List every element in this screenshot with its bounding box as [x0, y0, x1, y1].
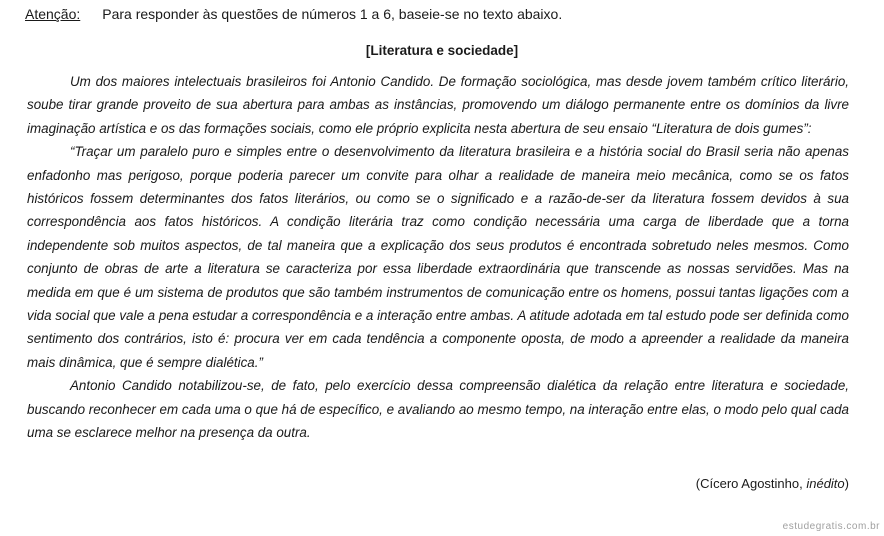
- text-title: [Literatura e sociedade]: [365, 43, 519, 58]
- source-note: inédito: [806, 476, 845, 491]
- site-watermark: estudegratis.com.br: [782, 521, 880, 532]
- paragraph-quote: “Traçar um paralelo puro e simples entre o desenvolvimento da literatura brasileira e a história social do Brasil seria não apenas enfadonho mas perigoso, porque poderia parecer um convite para olhar a realidade de maneira meio mecânica, como se os fatos históricos fossem determinantes dos fatos literários, ou como se o significado e a razão-de-ser da literatura fossem devidos à sua correspondência aos fatos históricos. A condição literária traz como condição necessária uma carga de liberdade que a torna independente sob muitos aspectos, de tal maneira que a explicação dos seus produtos é encontrada sobretudo neles mesmos. Como conjunto de obras de arte a literatura se caracteriza por essa liberdade extraordinária que transcende as nossas servidões. Mas na medida em que é um sistema de produtos que são também instrumentos de comunicação entre os homens, possui tantas ligações com a vida social que vale a pena estudar a correspondência e a interação entre ambas. A atitude adotada em tal estudo pode ser definida como sentimento dos contrários, isto é: procura ver em cada tendência a componente oposta, de modo a apreender a realidade da maneira mais dinâmica, que é sempre dialética.”: [27, 144, 849, 370]
- paragraph-intro: Um dos maiores intelectuais brasileiros foi Antonio Candido. De formação sociológica, mas desde jovem também crítico literário, soube tirar grande proveito de sua abertura para ambas as instâncias, promovendo um diálogo permanente entre os domínios da livre imaginação artística e os das formações sociais, como ele próprio explicita nesta abertura de seu ensaio “Literatura de dois gumes”:: [27, 74, 849, 136]
- paragraph-conclusion: Antonio Candido notabilizou-se, de fato, pelo exercício dessa compreensão dialética da relação entre literatura e sociedade, buscando reconhecer em cada uma o que há de específico, e avaliando ao mesmo tempo, na interação entre elas, o modo pelo qual cada uma se esclarece melhor na presença da outra.: [27, 378, 849, 441]
- instruction-text: Para responder às questões de números 1 a 6, baseie-se no texto abaixo.: [102, 6, 563, 22]
- source-citation: (Cícero Agostinho, inédito): [695, 476, 849, 491]
- source-author: Cícero Agostinho,: [700, 476, 807, 491]
- attention-label: Atenção:: [25, 6, 81, 22]
- instruction-header: [25, 6, 562, 22]
- text-body: [27, 70, 849, 445]
